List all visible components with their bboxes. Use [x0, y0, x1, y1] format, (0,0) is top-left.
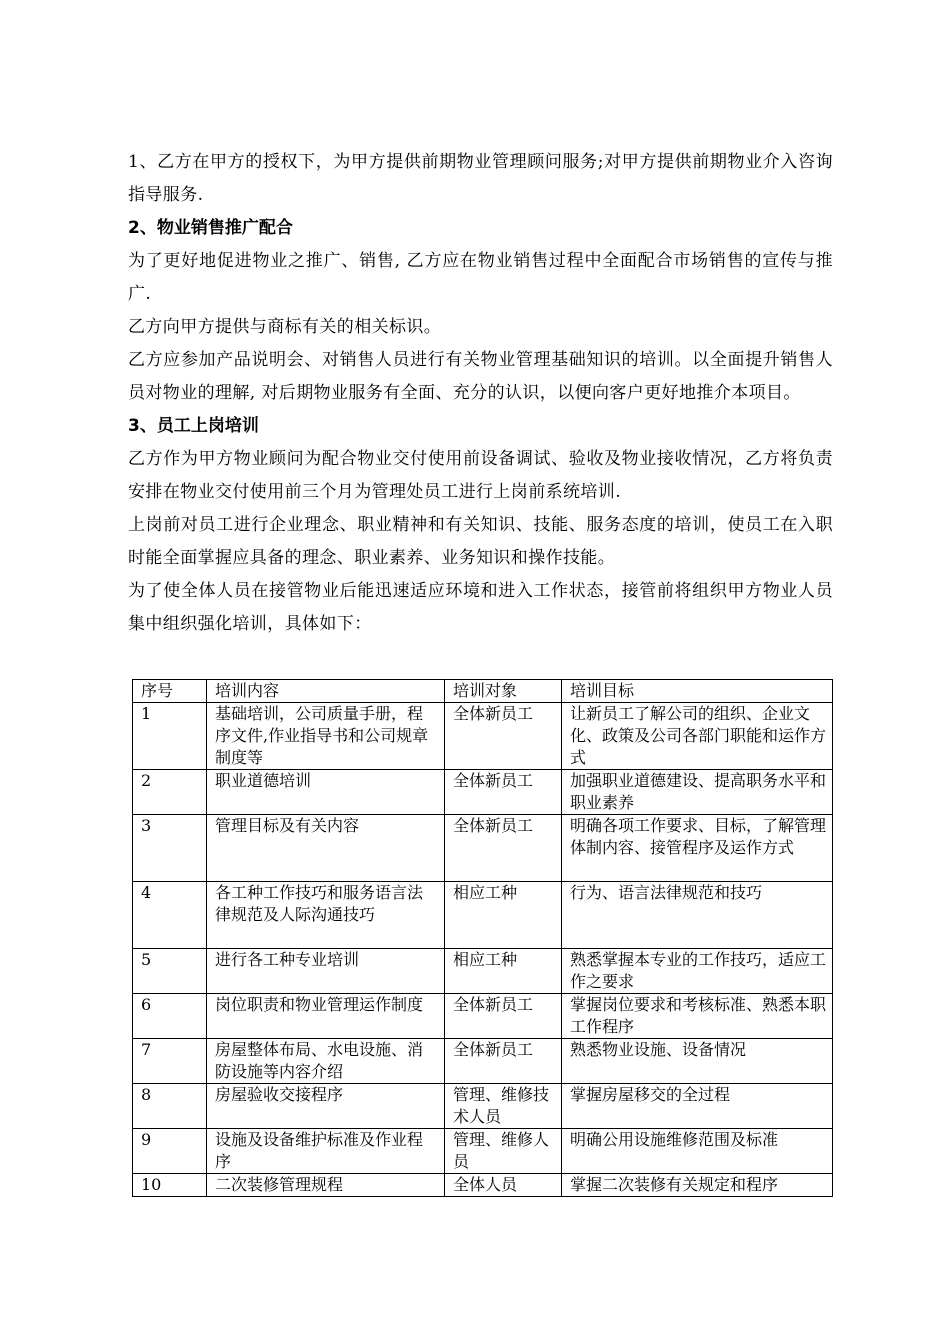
- row-index: 10: [133, 1174, 207, 1197]
- section-heading-training: 3、员工上岗培训: [128, 416, 259, 436]
- row-audience: 全体新员工: [445, 770, 562, 815]
- paragraph-7: 为了使全体人员在接管物业后能迅速适应环境和进入工作状态，接管前将组织甲方物业人员集中组织强化培训，具体如下：: [128, 581, 833, 634]
- row-index: 9: [133, 1129, 207, 1174]
- row-index: 1: [133, 703, 207, 770]
- row-audience: 全体新员工: [445, 1039, 562, 1084]
- table-row: [133, 1039, 833, 1084]
- row-index: 8: [133, 1084, 207, 1129]
- paragraph-2: 为了更好地促进物业之推广、销售, 乙方应在物业销售过程中全面配合市场销售的宣传与推广.: [128, 251, 833, 304]
- row-content: 进行各工种专业培训: [207, 949, 445, 994]
- row-audience: 相应工种: [445, 949, 562, 994]
- row-goal: 明确公用设施维修范围及标准: [562, 1129, 833, 1174]
- row-content: 二次装修管理规程: [207, 1174, 445, 1197]
- row-audience: 全体新员工: [445, 994, 562, 1039]
- row-index: 7: [133, 1039, 207, 1084]
- row-content: 设施及设备维护标准及作业程序: [207, 1129, 445, 1174]
- paragraph-3: 乙方向甲方提供与商标有关的相关标识。: [128, 317, 442, 337]
- row-goal: 让新员工了解公司的组织、企业文化、政策及公司各部门职能和运作方式: [562, 703, 833, 770]
- row-goal: 熟悉物业设施、设备情况: [562, 1039, 833, 1084]
- row-content: 各工种工作技巧和服务语言法律规范及人际沟通技巧: [207, 882, 445, 949]
- row-goal: 掌握二次装修有关规定和程序: [562, 1174, 833, 1197]
- table-row: [133, 815, 833, 882]
- row-content: 岗位职责和物业管理运作制度: [207, 994, 445, 1039]
- table-row: [133, 949, 833, 994]
- row-audience: 全体新员工: [445, 815, 562, 882]
- paragraph-1: 1、乙方在甲方的授权下，为甲方提供前期物业管理顾问服务;对甲方提供前期物业介入咨询指导服务.: [128, 152, 833, 205]
- row-content: 房屋验收交接程序: [207, 1084, 445, 1129]
- row-content: 职业道德培训: [207, 770, 445, 815]
- header-content: 培训内容: [207, 680, 445, 703]
- section-heading-sales: 2、物业销售推广配合: [128, 218, 293, 238]
- row-index: 4: [133, 882, 207, 949]
- paragraph-4: 乙方应参加产品说明会、对销售人员进行有关物业管理基础知识的培训。以全面提升销售人员对物业的理解, 对后期物业服务有全面、充分的认识，以便向客户更好地推介本项目。: [128, 350, 833, 403]
- row-index: 6: [133, 994, 207, 1039]
- table-row: [133, 994, 833, 1039]
- row-goal: 明确各项工作要求、目标，了解管理体制内容、接管程序及运作方式: [562, 815, 833, 882]
- table-row: [133, 703, 833, 770]
- row-goal: 熟悉掌握本专业的工作技巧，适应工作之要求: [562, 949, 833, 994]
- row-goal: 掌握岗位要求和考核标准、熟悉本职工作程序: [562, 994, 833, 1039]
- header-index: 序号: [133, 680, 207, 703]
- paragraph-5: 乙方作为甲方物业顾问为配合物业交付使用前设备调试、验收及物业接收情况，乙方将负责安排在物业交付使用前三个月为管理处员工进行上岗前系统培训.: [128, 449, 833, 502]
- row-goal: 加强职业道德建设、提高职务水平和职业素养: [562, 770, 833, 815]
- body-text: [128, 146, 833, 641]
- paragraph-6: 上岗前对员工进行企业理念、职业精神和有关知识、技能、服务态度的培训，使员工在入职时能全面掌握应具备的理念、职业素养、业务知识和操作技能。: [128, 515, 833, 568]
- row-index: 3: [133, 815, 207, 882]
- table-row: [133, 1084, 833, 1129]
- table-row: [133, 1174, 833, 1197]
- row-index: 5: [133, 949, 207, 994]
- row-audience: 管理、维修技术人员: [445, 1084, 562, 1129]
- training-table: [132, 679, 833, 1197]
- row-content: 基础培训，公司质量手册，程序文件,作业指导书和公司规章制度等: [207, 703, 445, 770]
- row-content: 管理目标及有关内容: [207, 815, 445, 882]
- header-audience: 培训对象: [445, 680, 562, 703]
- row-audience: 全体人员: [445, 1174, 562, 1197]
- table-row: [133, 1129, 833, 1174]
- row-index: 2: [133, 770, 207, 815]
- row-audience: 全体新员工: [445, 703, 562, 770]
- row-goal: 行为、语言法律规范和技巧: [562, 882, 833, 949]
- table-row: [133, 882, 833, 949]
- row-audience: 管理、维修人员: [445, 1129, 562, 1174]
- table-header-row: [133, 680, 833, 703]
- table-row: [133, 770, 833, 815]
- header-goal: 培训目标: [562, 680, 833, 703]
- row-audience: 相应工种: [445, 882, 562, 949]
- row-goal: 掌握房屋移交的全过程: [562, 1084, 833, 1129]
- row-content: 房屋整体布局、水电设施、消防设施等内容介绍: [207, 1039, 445, 1084]
